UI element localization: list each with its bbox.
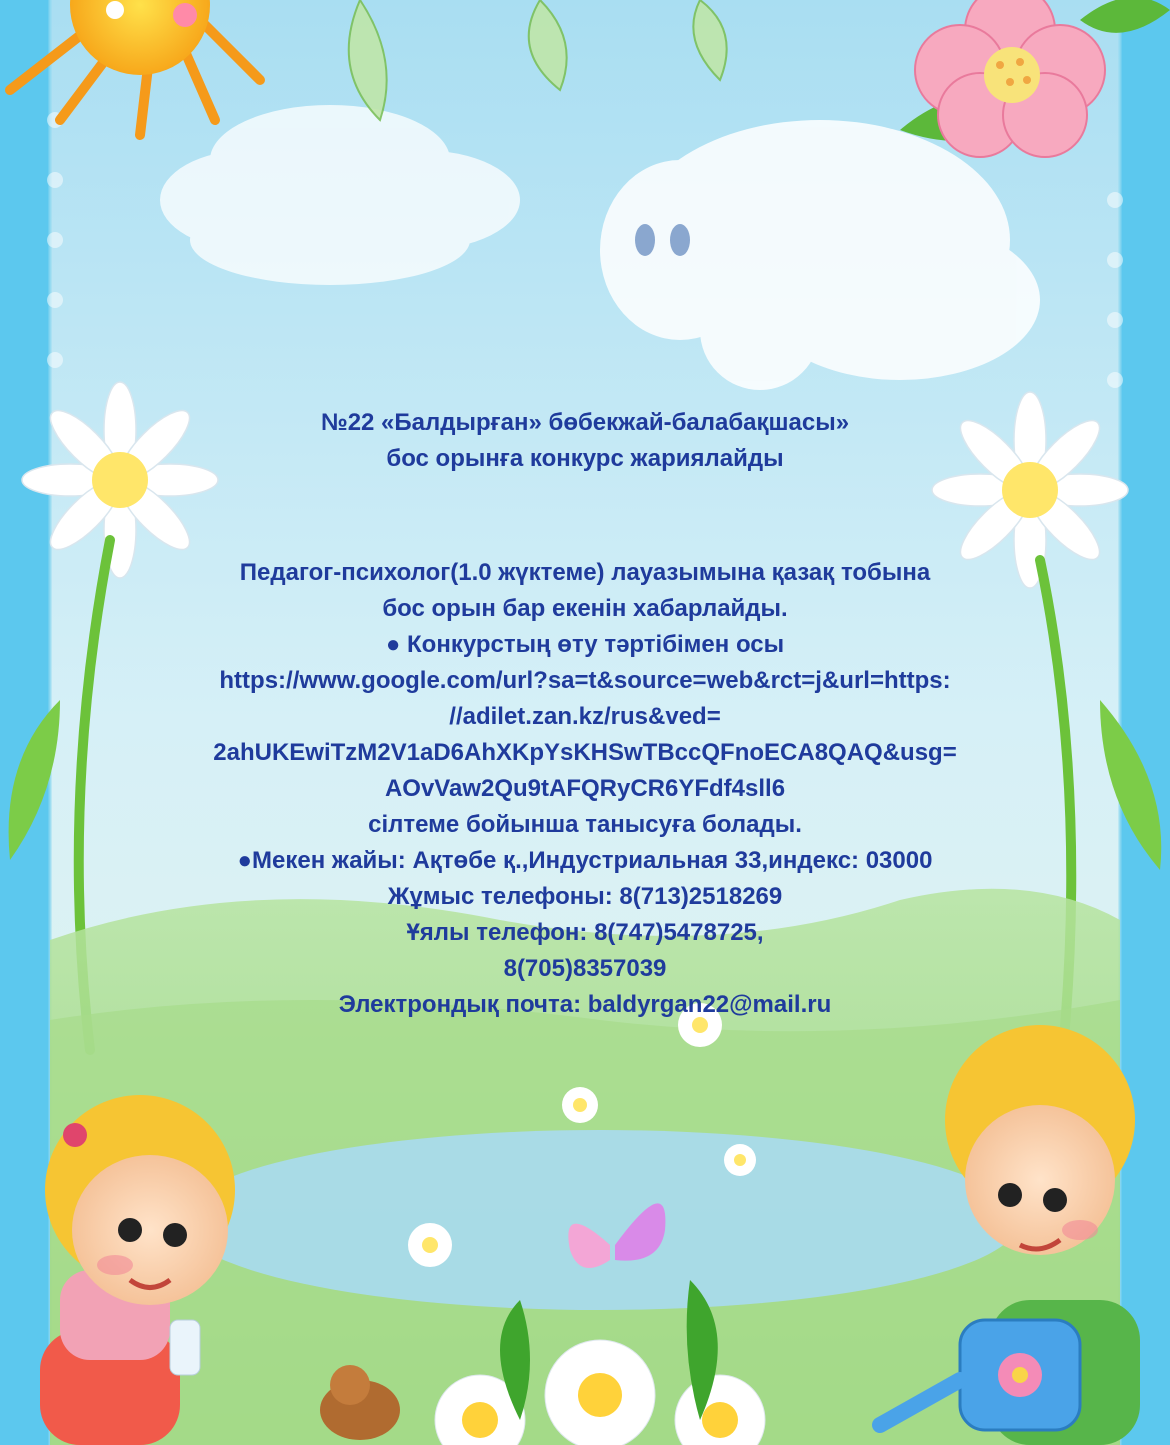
address-line: ●Мекен жайы: Ақтөбе қ.,Индустриальная 33,индекс: 03000 bbox=[237, 847, 933, 874]
announcement-title bbox=[90, 405, 1080, 477]
position-line: Педагог-психолог(1.0 жүктеме) лауазымына қазақ тобына bbox=[239, 559, 931, 586]
link-line-1[interactable]: https://www.google.com/url?sa=t&source=web&rct=j&url=https: bbox=[219, 667, 951, 694]
mobile-phone-line: Ұялы телефон: 8(747)5478725, bbox=[406, 919, 764, 946]
procedure-line: ● Конкурстың өту тәртібімен осы bbox=[385, 631, 785, 658]
link-line-4[interactable]: AOvVaw2Qu9tAFQRyCR6YFdf4sll6 bbox=[384, 775, 786, 802]
pond bbox=[180, 1130, 1020, 1310]
announcement-text bbox=[90, 405, 1080, 1023]
link-line-2[interactable]: //adilet.zan.kz/rus&ved= bbox=[449, 703, 721, 730]
mobile-phone-line-2: 8(705)8357039 bbox=[503, 955, 667, 982]
vacancy-line: бос орын бар екенін хабарлайды. bbox=[382, 595, 788, 622]
title-line-1: №22 «Балдырған» бөбекжай-балабақшасы» bbox=[320, 409, 850, 436]
link-note-line: сілтеме бойынша танысуға болады. bbox=[368, 811, 802, 838]
title-line-2: бос орынға конкурс жариялайды bbox=[386, 445, 784, 472]
email-line[interactable]: Электрондық почта: baldyrgan22@mail.ru bbox=[338, 991, 832, 1018]
link-line-3[interactable]: 2ahUKEwiTzM2V1aD6AhXKpYsKHSwTBccQFnoECA8QAQ&usg= bbox=[213, 739, 957, 766]
announcement-body bbox=[90, 555, 1080, 1023]
work-phone-line: Жұмыс телефоны: 8(713)2518269 bbox=[387, 883, 783, 910]
